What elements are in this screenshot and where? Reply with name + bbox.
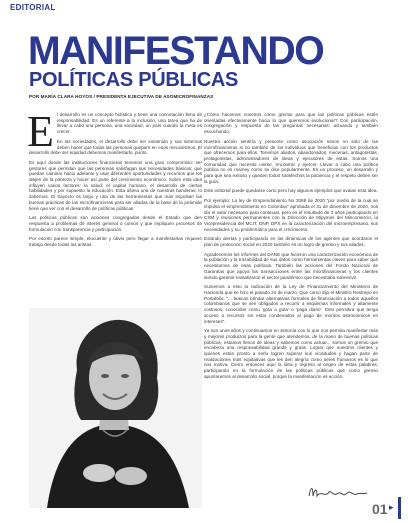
paragraph: Nuestra acción sentiría y presente como asociación nexos no solo de las microfinancieras si no también de los individuos que benefician con los productos que ofrecemos para ellos. Tenemos aliados, abandonados, mecenas, antagonistas, protagonistas, administradores de ideas y ejecutores de éstas. Somos una comunidad que necesita unirse, encontrar y ejercer. Llevar a cabo una política pública no es mamey como se dice popularmente. Es un proceso, un desarrollo y para que sea exitoso y queden todos satisfechos la paciencia y el respeto deben ser la guía.	[204, 138, 378, 184]
paragraph: Las políticas públicas son acciones congregadas desde el Estado que den respuesta a problemas de interés general o común y que impliquen procesos de formulación con transparencia y participación.	[29, 215, 202, 232]
page-subtitle: POLÍTICAS PÚBLICAS	[29, 69, 239, 91]
drop-cap: E	[27, 107, 54, 156]
page-number: 01	[372, 501, 388, 517]
paragraph: Por escrito parece simple, elocuente y obvio pero llegar a manifestarlas requiere trabajo desde todas las aristas.	[29, 236, 202, 248]
section-label: EDITORIAL	[10, 3, 56, 12]
paragraph: Estando alertas y participando en las dinámicas de los agentes que acordaron el plan de protección social en 2020 también es un logro de gremio y sus aliados.	[204, 236, 378, 248]
byline: POR MARÍA CLARA HOYOS / PRESIDENTA EJECUTIVA DE ASOMICROFINANZAS	[29, 94, 214, 99]
author-photo	[29, 308, 202, 508]
paragraph: Agradecemos los informes del DANE que hicieron una caracterización económica de la población y la trazabilidad de sus datos como herramientas claves para saber qué necesitamos de esas políticas. También las acciones del Fondo Nacional de Garantías que apoya las transacciones entre las microfinancieras y los clientes siendo garante revitalizaron el sector pandémico que necesitaba sobrevivir.	[204, 251, 378, 280]
signature	[307, 484, 369, 507]
paragraph: Sumemos a esto la radicación de la Ley de Financiamiento del Ministerio de Hacienda que se hizo el pasado 24 de marzo. Que como dijo el Ministro Restrepo en Portafolio: "... buscan brindar alternativas formales de financiación a todos aquellos colombianos que se ven obligados a recurrir a esquemas informales y altamente costosos, conocidos como 'gota a gota' o 'paga diario'. Esto permitirá que tenga acceso a recursos sin estar condenados al pago de montos astronómicos en intereses".	[204, 284, 378, 324]
page-title: MANIFESTANDO	[28, 29, 324, 73]
paragraph: ¿Cómo hacemos nosotros como gremio para que las políticas públicas estén orientadas efectivamente hacia lo que queremos evolucionar? Con participación, congregación y respuesta de las preguntas necesarias: actuando y también escuchando.	[204, 112, 378, 135]
paragraph: Es aquí donde las instituciones financieras tenemos una gran compromiso: ser gestores que permitan que las personas satisfagan sus necesidades básicas; que puedan caminar hacia adelante y usar diferentes oportunidades y recursos que los alejen de la pobreza y hacer así parte del crecimiento económico. Sobre esta idea influyen varios factores: la salud, el capital humano, el desarrollo de ciertas habilidades y por supuesto la educación. Esta última una de nuestras banderas: lo sabemos. El trayecto es largo y una de las herramientas que más impulsan las buenas prácticas de las microfinancieras para ser aliadas de la base de la pirámide tiene que ver con el desarrollo de políticas públicas.	[29, 159, 202, 211]
paragraph: El desarrollo es un concepto holístico y tiene una connotación llena de responsabilidad. Es un referente a la inclusión, una tarea que ha de llevar a cabo una persona, una sociedad, un país cuando la meta es crecer.	[27, 107, 202, 156]
left-column	[27, 107, 202, 252]
page-arrow-icon: ▸	[389, 502, 394, 512]
portrait-image	[29, 308, 202, 508]
paragraph: Por ejemplo: La ley de Emprendimiento No 2069 de 2020 "por medio de la cual se impulsa el emprendimiento en Colombia" aprobada el 31 de diciembre de 2020, nos dio el valor necesario para continuar, pero es el resultado de 3 años participando en CSM y reuniones permanentes con la Dirección de Mipymes del Mincomercio, la Vicepresidencia del MCIT, DNP, DPS en la caracterización del microempresario, sus necesidades y su problemática para el crecimiento.	[204, 198, 378, 232]
signature-image	[307, 484, 369, 502]
paragraph: Este editorial puede quedarse corto pero hay algunos ejemplos que avalan esta idea.	[204, 188, 378, 194]
paragraph: En las sociedades, el desarrollo debe ser sostenido y sus sistemas deben hacer que todas las personas queparn en esos mecanismos. El desarrollo debe ser equidad debemos manifestarlo, punto.	[29, 138, 202, 156]
right-column	[204, 112, 378, 384]
paragraph: Ya son unos años y continuamos en sintonía con lo que nos permita manifestar más y mejores productos para la gente que atendemos, de la mano de buenas políticas públicas, estamos llenos de ideas y sabemos como actuar... somos un gremio que encabeza una responsabilidad grande y gratis. Lograr que nuestros clientes y quienes están pronto a serlo logren superar sus vicisitudes y hagan parte de realizaciones más equitativas que les den alegría como seres humanos es lo que nos motiva. Cierro entonces aquí la idea y regreso al origen de estas palabras: participando en la formulación de las políticas públicas que como gremio apuntaremos al desarrollo social, porque la manifestación es acción.	[204, 328, 378, 379]
page-accent-bar	[398, 497, 401, 519]
